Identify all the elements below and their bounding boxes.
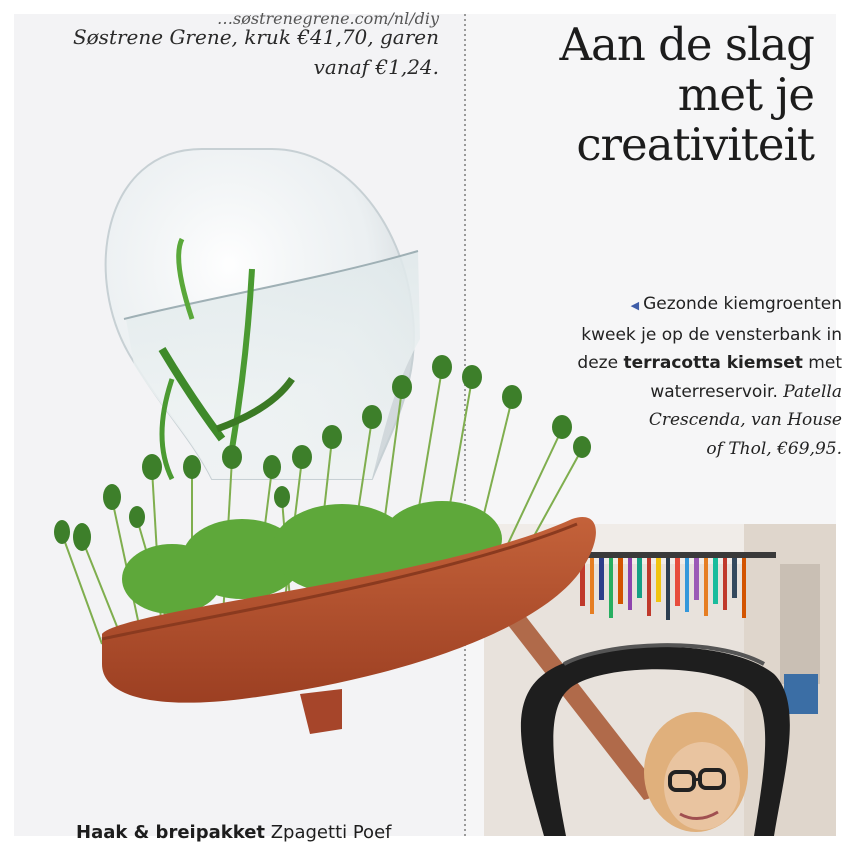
magazine-spread — [14, 9, 842, 843]
product-caption — [484, 290, 842, 463]
credit-clipped-line: …søstrenegrene.com/nl/diy — [217, 9, 439, 28]
bottom-title-rest: Zpagetti Poef — [265, 822, 392, 843]
caption-line-6: of Thol, €69,95. — [706, 438, 842, 459]
credit-line-2: vanaf €1,24. — [313, 55, 439, 79]
woman-face — [644, 712, 748, 832]
headline-line-1: Aan de slag — [559, 18, 814, 71]
page-headline — [484, 20, 814, 170]
headline-line-3: creativiteit — [576, 118, 814, 171]
caption-line-3-post: met — [802, 353, 842, 373]
headline-line-2: met je — [677, 68, 814, 121]
caption-line-1: Gezonde kiemgroenten — [643, 294, 842, 314]
bottom-title-bold: Haak & breipakket — [76, 822, 265, 843]
caption-line-5: Crescenda, van House — [648, 410, 842, 430]
caption-line-4-pre: waterreservoir. — [650, 381, 784, 402]
caption-bullet-icon: ◀ — [630, 299, 640, 312]
credit-top — [54, 9, 439, 82]
bottom-product-title — [76, 822, 391, 843]
caption-line-3-pre: deze — [577, 353, 624, 373]
caption-line-4-italic: Patella — [783, 381, 842, 402]
credit-line-1: Søstrene Grene, kruk €41,70, garen — [72, 25, 439, 49]
caption-product-name: terracotta kiemset — [623, 353, 803, 373]
caption-line-2: kweek je op de vensterbank in — [581, 324, 842, 345]
